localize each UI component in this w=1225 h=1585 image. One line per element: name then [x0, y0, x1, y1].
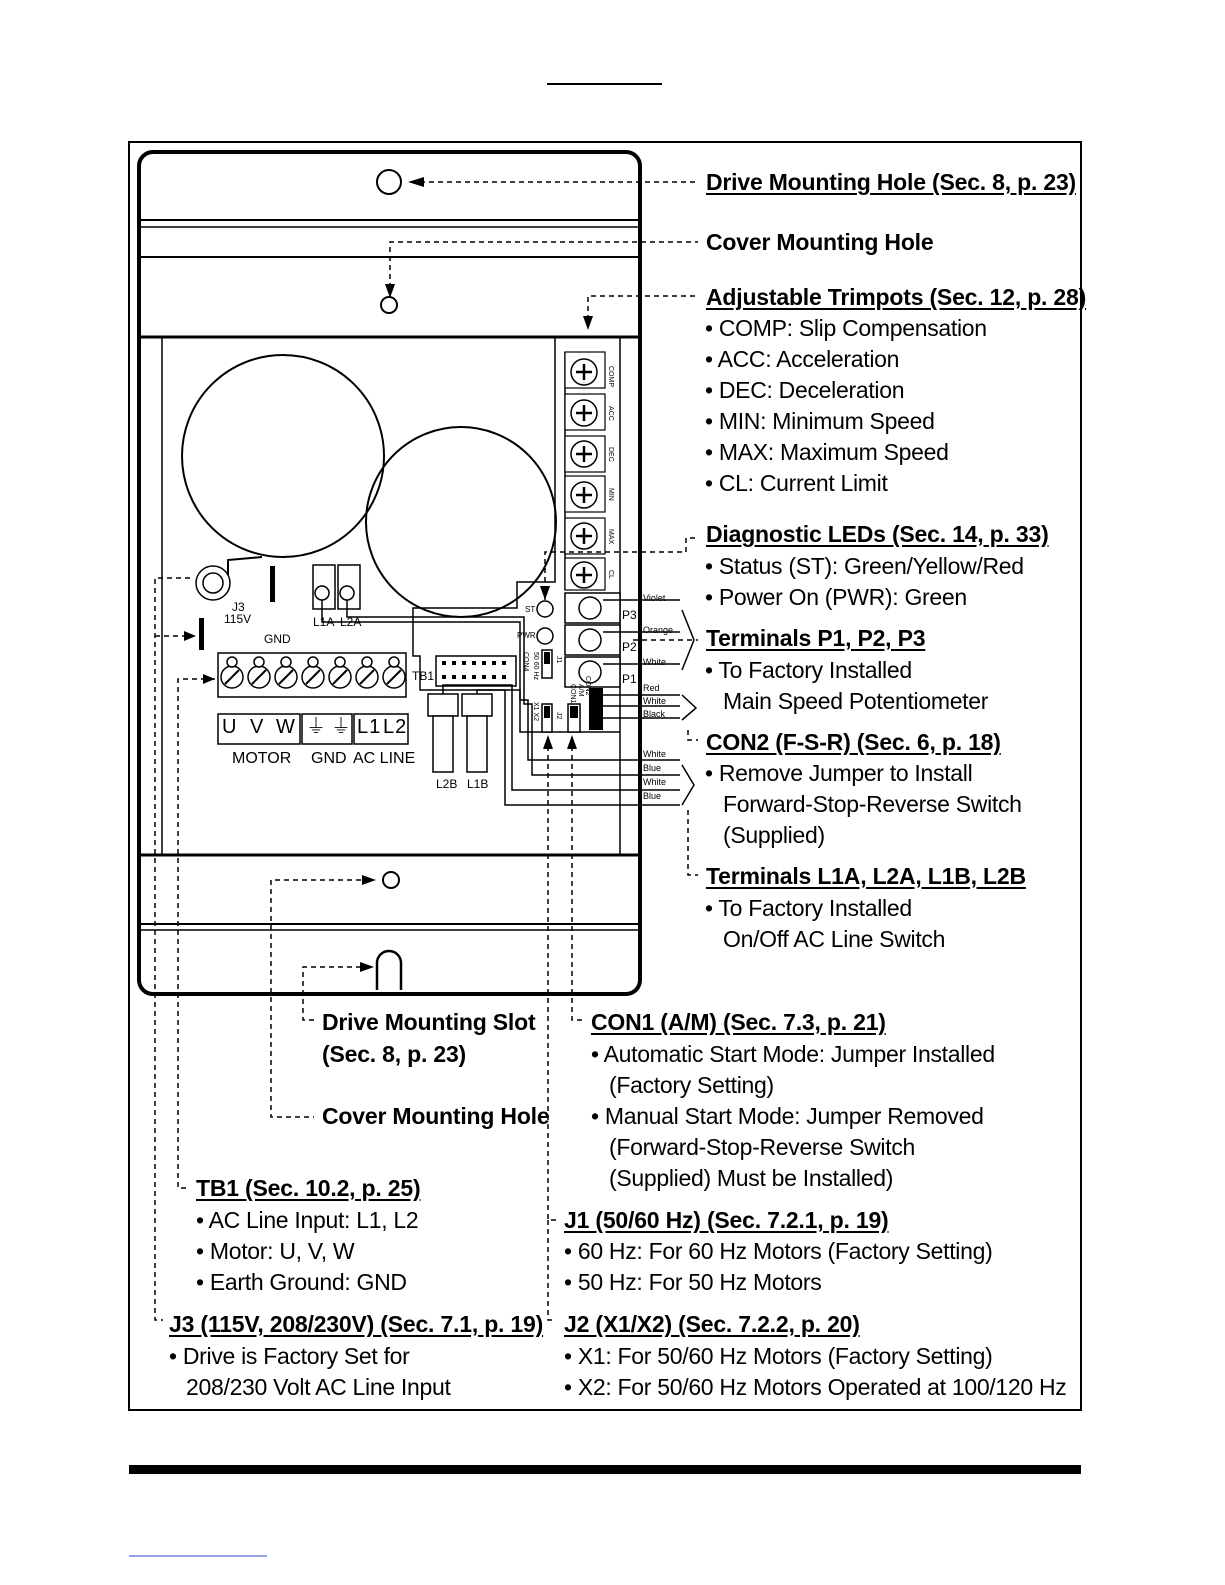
- trimpot-label-cl: CL: [607, 570, 614, 579]
- j1-item-2: • 50 Hz: For 50 Hz Motors: [564, 1269, 822, 1295]
- con2-board-label: CON2: [584, 676, 591, 696]
- p-terminals-item-1: • To Factory Installed: [705, 657, 912, 683]
- l2b-label: L2B: [436, 777, 458, 791]
- con2-item-1: • Remove Jumper to Install: [705, 760, 973, 786]
- am-board-label: A/M: [577, 684, 584, 697]
- l1a-label: L1A: [313, 615, 335, 629]
- callout-p-terminals-title: Terminals P1, P2, P3: [706, 625, 926, 651]
- trimpot-column: [565, 352, 605, 590]
- led-item-power: • Power On (PWR): Green: [705, 584, 967, 610]
- j3-selector: [196, 566, 230, 600]
- capacitor-large: [182, 355, 384, 557]
- callout-j1-title: J1 (50/60 Hz) (Sec. 7.2.1, p. 19): [564, 1207, 889, 1233]
- wire-black: Black: [643, 709, 666, 719]
- gnd-board-label: GND: [264, 632, 291, 646]
- tb1-item-2: • Motor: U, V, W: [196, 1238, 355, 1264]
- capacitor-medium: [366, 427, 556, 617]
- group-motor: MOTOR: [232, 750, 292, 767]
- l1b-label: L1B: [467, 777, 489, 791]
- wire-blue-l1: Blue: [643, 763, 662, 773]
- j3-label: J3: [232, 600, 245, 614]
- trimpot-item-dec: • DEC: Deceleration: [705, 377, 905, 403]
- terminal-gnd-2: ⏚: [331, 716, 352, 738]
- callout-leds-title: Diagnostic LEDs (Sec. 14, p. 33): [706, 521, 1049, 547]
- p3-label: P3: [622, 608, 637, 622]
- l-terminals-item-2: On/Off AC Line Switch: [723, 926, 946, 952]
- footer-rule: [129, 1465, 1081, 1474]
- callout-j2-title: J2 (X1/X2) (Sec. 7.2.2, p. 20): [564, 1311, 860, 1337]
- trimpot-label-acc: ACC: [607, 406, 614, 421]
- callout-cover-hole: Cover Mounting Hole: [706, 229, 934, 255]
- led-item-status: • Status (ST): Green/Yellow/Red: [705, 553, 1024, 579]
- con1-item-5: (Supplied) Must be Installed): [609, 1165, 894, 1191]
- led-st-label: ST: [525, 605, 536, 614]
- wire-white-con2: White: [643, 696, 667, 706]
- terminal-v: V: [250, 716, 265, 738]
- con4-header: [436, 656, 516, 686]
- tb1-item-1: • AC Line Input: L1, L2: [196, 1207, 419, 1233]
- trimpot-label-dec: DEC: [607, 447, 614, 462]
- callout-l-terminals-title: Terminals L1A, L2A, L1B, L2B: [706, 863, 1026, 889]
- callout-drive-hole: Drive Mounting Hole (Sec. 8, p. 23): [706, 169, 1077, 195]
- led-status: [537, 601, 553, 617]
- j3-voltage: 115V: [224, 612, 252, 626]
- x1x2-label: X1 X2: [532, 702, 539, 722]
- callout-trimpots-title: Adjustable Trimpots (Sec. 12, p. 28): [706, 284, 1087, 310]
- trimpot-item-cl: • CL: Current Limit: [705, 470, 888, 496]
- group-acline: AC LINE: [353, 750, 416, 767]
- con1-item-2: (Factory Setting): [609, 1072, 774, 1098]
- terminal-w: W: [276, 716, 296, 738]
- tb1-item-3: • Earth Ground: GND: [196, 1269, 407, 1295]
- p2-label: P2: [622, 640, 637, 654]
- con1-item-4: (Forward-Stop-Reverse Switch: [609, 1134, 916, 1160]
- wire-white-l2: White: [643, 777, 667, 787]
- trimpot-item-comp: • COMP: Slip Compensation: [705, 315, 987, 341]
- con4-label: CON4: [522, 652, 529, 672]
- hz-label: 50 60 Hz: [532, 652, 539, 681]
- p-terminals-item-2: Main Speed Potentiometer: [723, 688, 989, 714]
- callout-con2-title: CON2 (F-S-R) (Sec. 6, p. 18): [706, 729, 1001, 755]
- con2-connector: [589, 688, 603, 730]
- j2-item-1: • X1: For 50/60 Hz Motors (Factory Setting): [564, 1343, 993, 1369]
- trimpot-item-min: • MIN: Minimum Speed: [705, 408, 935, 434]
- wire-red: Red: [643, 683, 660, 693]
- con2-item-3: (Supplied): [723, 822, 825, 848]
- p-terminals: [565, 593, 620, 687]
- drive-mounting-slot: [377, 951, 401, 990]
- trimpot-label-max: MAX: [607, 529, 614, 545]
- con1-item-1: • Automatic Start Mode: Jumper Installed: [591, 1041, 995, 1067]
- drive-mounting-hole: [377, 170, 401, 194]
- trimpot-item-max: • MAX: Maximum Speed: [705, 439, 949, 465]
- callout-cover-hole-bottom: Cover Mounting Hole: [322, 1103, 550, 1129]
- terminal-u: U: [222, 716, 238, 738]
- wire-white-p1: White: [643, 657, 667, 667]
- cover-mounting-hole-top: [381, 297, 397, 313]
- terminal-gnd-1: ⏚: [306, 716, 327, 738]
- callout-tb1-title: TB1 (Sec. 10.2, p. 25): [196, 1175, 421, 1201]
- trimpot-label-min: MIN: [607, 488, 614, 501]
- con1-board-label: CON1: [569, 684, 576, 704]
- l2a-label: L2A: [340, 615, 362, 629]
- j2-board-label: J2: [555, 712, 562, 720]
- j1-board-label: J1: [555, 656, 562, 664]
- callout-slot-section: (Sec. 8, p. 23): [322, 1041, 467, 1067]
- con1-item-3: • Manual Start Mode: Jumper Removed: [591, 1103, 984, 1129]
- j3-item-2: 208/230 Volt AC Line Input: [186, 1374, 451, 1400]
- wire-blue-l2: Blue: [643, 791, 662, 801]
- trimpot-label-comp: COMP: [607, 366, 614, 387]
- tb1-board-label: TB1: [412, 669, 435, 683]
- trimpot-item-acc: • ACC: Acceleration: [705, 346, 900, 372]
- p1-label: P1: [622, 672, 637, 686]
- con2-item-2: Forward-Stop-Reverse Switch: [723, 791, 1022, 817]
- wire-violet: Violet: [643, 593, 666, 603]
- j2-item-2: • X2: For 50/60 Hz Motors Operated at 100/120 Hz: [564, 1374, 1067, 1400]
- wire-orange: Orange: [643, 625, 674, 635]
- group-gnd: GND: [311, 750, 347, 767]
- cover-mounting-hole-bottom: [383, 872, 399, 888]
- callout-con1-title: CON1 (A/M) (Sec. 7.3, p. 21): [591, 1009, 886, 1035]
- wire-white-l1: White: [643, 749, 667, 759]
- j3-item-1: • Drive is Factory Set for: [169, 1343, 410, 1369]
- terminal-l2: L2: [383, 716, 408, 738]
- callout-slot-title: Drive Mounting Slot: [322, 1009, 536, 1035]
- j1-item-1: • 60 Hz: For 60 Hz Motors (Factory Setting): [564, 1238, 993, 1264]
- led-pwr-label: PWR: [517, 631, 536, 640]
- callout-j3-title: J3 (115V, 208/230V) (Sec. 7.1, p. 19): [169, 1311, 544, 1337]
- led-power: [537, 628, 553, 644]
- l-terminals-item-1: • To Factory Installed: [705, 895, 912, 921]
- terminal-l1: L1: [357, 716, 382, 738]
